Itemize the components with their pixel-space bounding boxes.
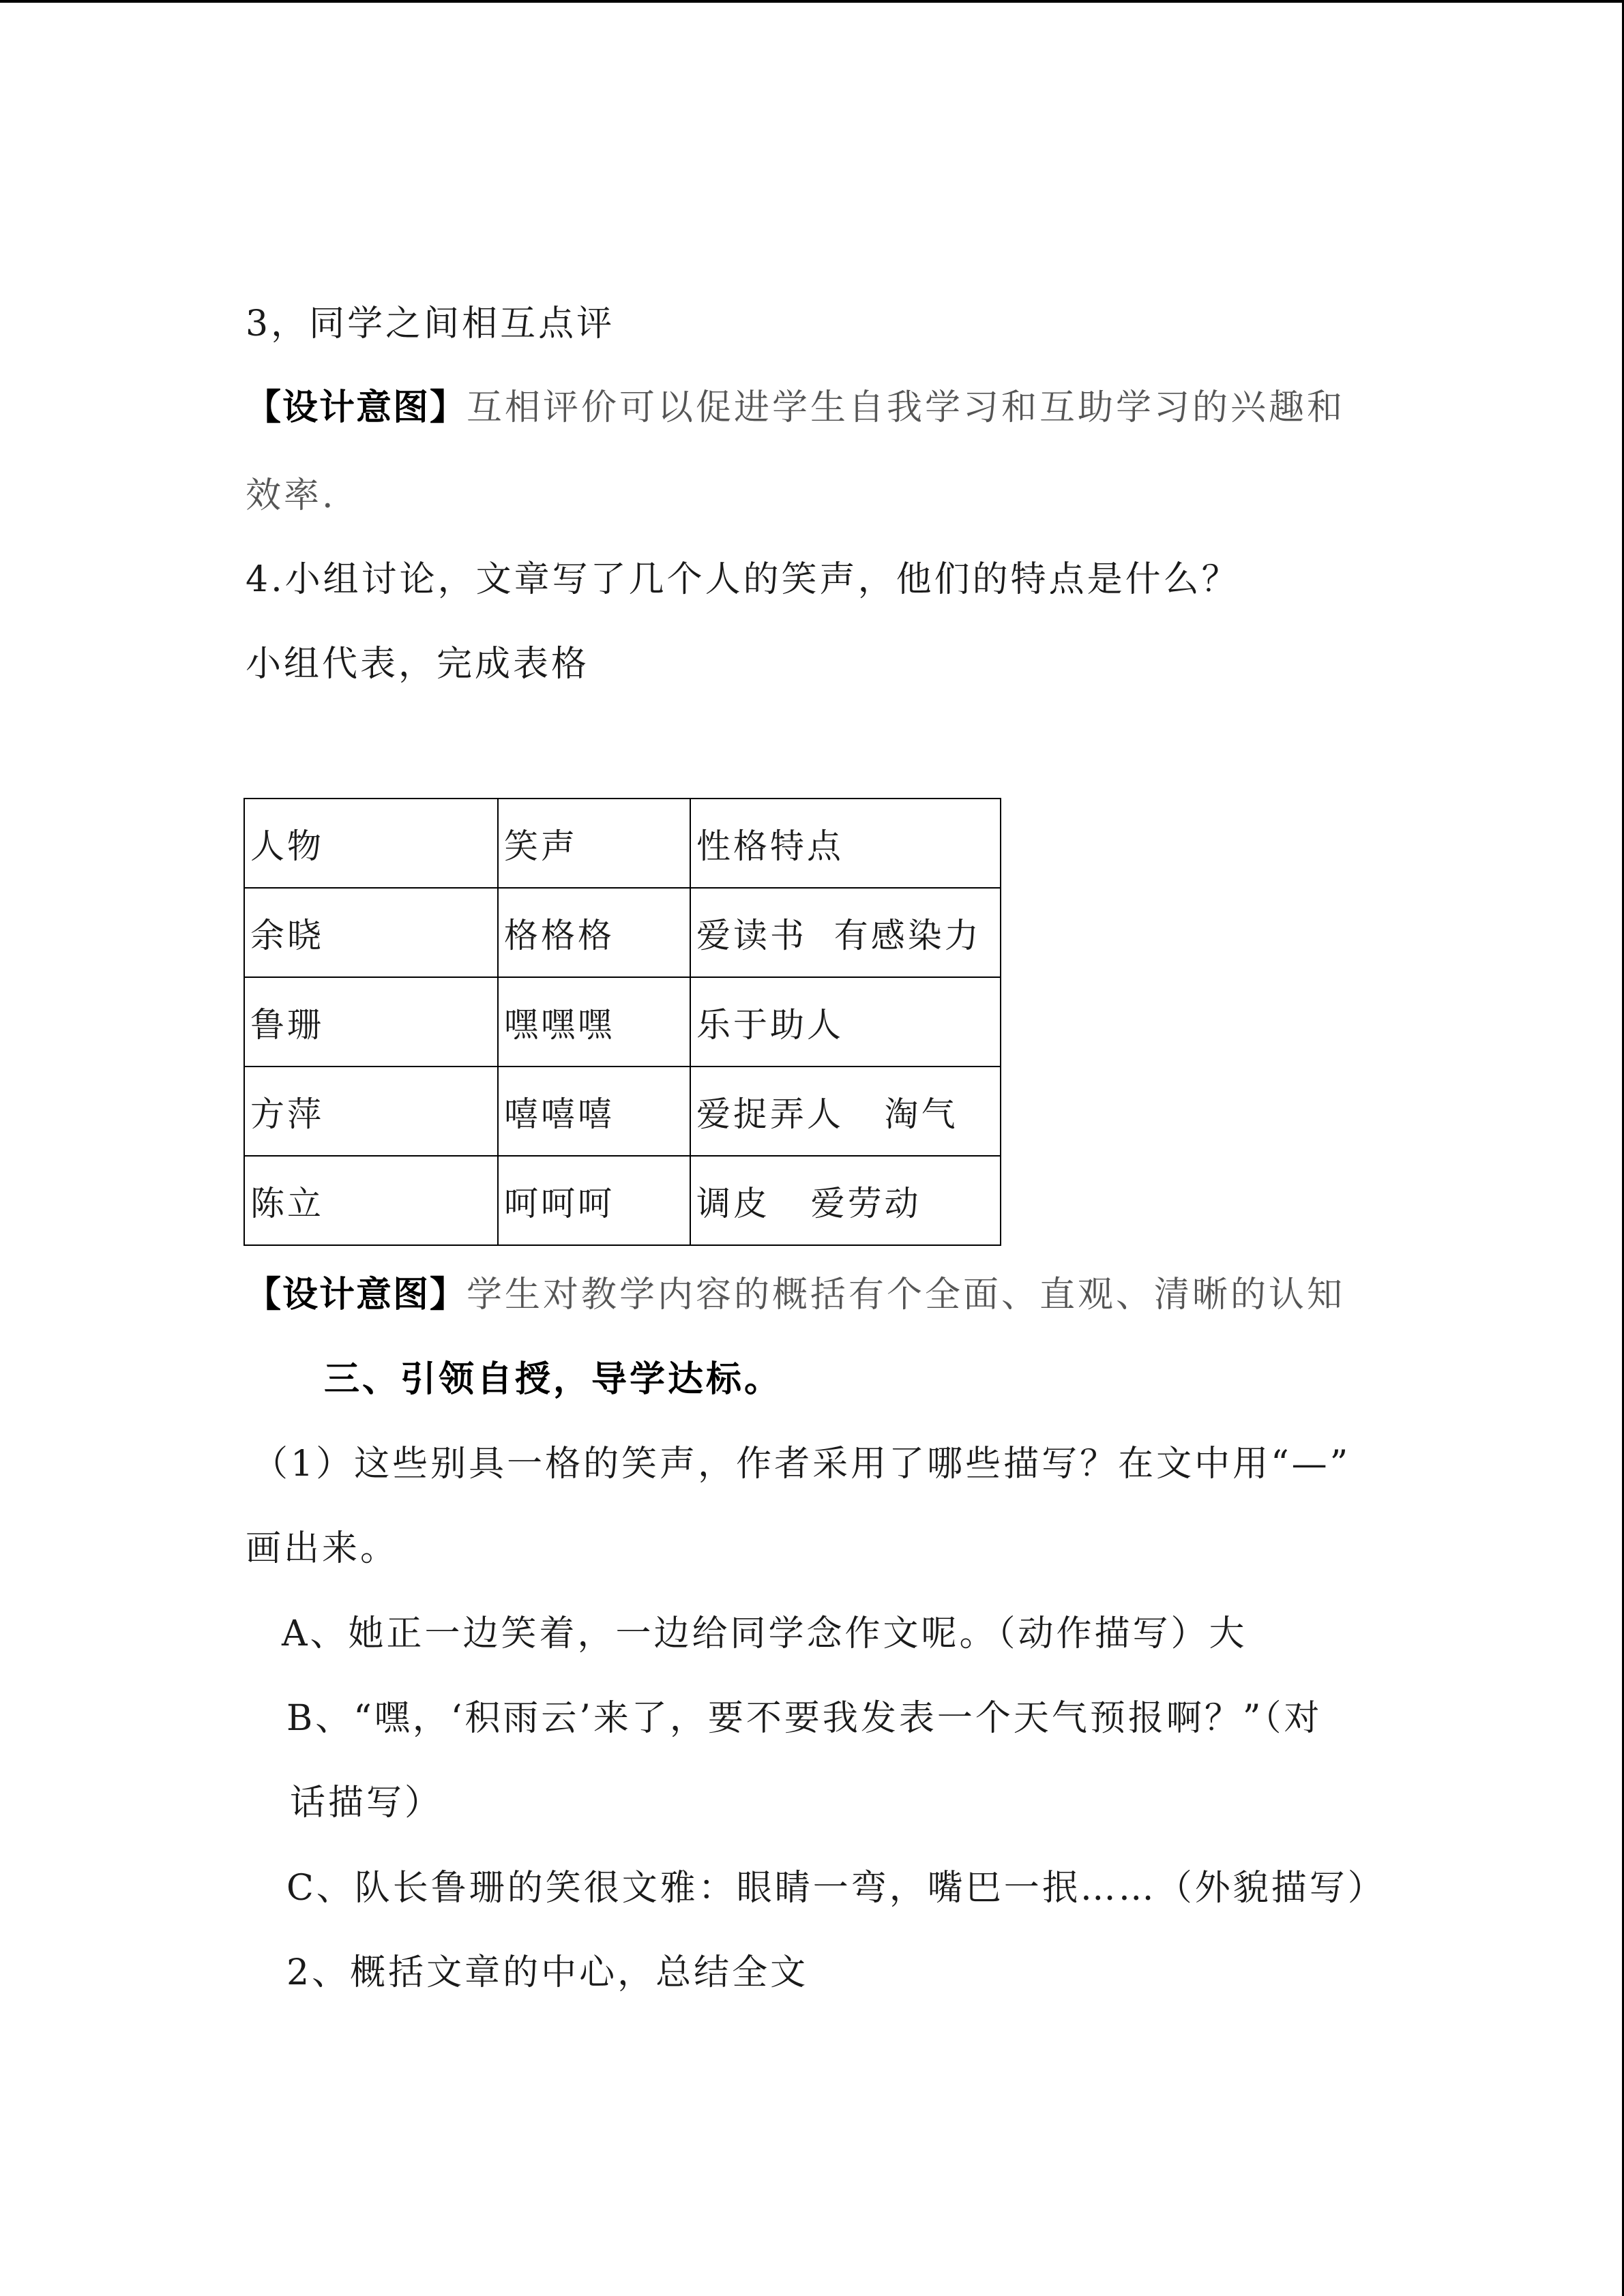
table-cell: 呵呵呵	[498, 1156, 690, 1245]
design-intent-tag: 【设计意图】	[246, 1274, 467, 1315]
table-cell: 方萍	[244, 1067, 498, 1156]
answer-b-cont: 话描写）	[290, 1783, 443, 1823]
page-top-border	[0, 0, 1624, 3]
table-row	[244, 1156, 1001, 1245]
table-cell: 嘻嘻嘻	[498, 1067, 690, 1156]
table-cell: 调皮 爱劳动	[690, 1156, 1001, 1245]
table-cell: 余晓	[244, 888, 498, 977]
paragraph-summary: 2、概括文章的中心，总结全文	[286, 1952, 809, 1993]
table-cell: 爱读书 有感染力	[690, 888, 1001, 977]
paragraph-design-intent-1	[246, 384, 1345, 432]
table-header-cell: 人物	[244, 799, 498, 888]
table-header-row	[244, 799, 1001, 888]
table-cell: 嘿嘿嘿	[498, 977, 690, 1067]
table-cell: 爱捉弄人 淘气	[690, 1067, 1001, 1156]
table-cell: 陈立	[244, 1156, 498, 1245]
table-header-cell: 性格特点	[690, 799, 1001, 888]
table-row	[244, 888, 1001, 977]
paragraph-question-1: （1）这些别具一格的笑声，作者采用了哪些描写？在文中用“—”	[252, 1444, 1351, 1485]
table-row	[244, 977, 1001, 1067]
paragraph-group-rep: 小组代表，完成表格	[246, 644, 590, 685]
answer-a: A、她正一边笑着，一边给同学念作文呢。（动作描写）大	[282, 1613, 1247, 1654]
paragraph-design-intent-2	[246, 1271, 1345, 1319]
design-intent-text: 互相评价可以促进学生自我学习和互助学习的兴趣和	[467, 387, 1346, 428]
paragraph-design-intent-1-cont: 效率.	[246, 475, 336, 516]
table-cell: 格格格	[498, 888, 690, 977]
table-cell: 乐于助人	[690, 977, 1001, 1067]
paragraph-question-1-cont: 画出来。	[246, 1528, 399, 1569]
answer-c: C、队长鲁珊的笑很文雅：眼睛一弯，嘴巴一抿……（外貌描写）	[286, 1868, 1386, 1909]
laughter-table	[243, 798, 1001, 1246]
section-heading: 三、引领自授，导学达标。	[324, 1359, 783, 1400]
design-intent-tag: 【设计意图】	[246, 387, 467, 428]
answer-b: B、“嘿，‘积雨云’来了，要不要我发表一个天气预报啊？”（对	[286, 1698, 1323, 1739]
table-cell: 鲁珊	[244, 977, 498, 1067]
paragraph-group-discussion: 4.小组讨论，文章写了几个人的笑声，他们的特点是什么？	[246, 559, 1240, 600]
paragraph-peer-review: 3，同学之间相互点评	[246, 303, 615, 344]
table-header-cell: 笑声	[498, 799, 690, 888]
table-row	[244, 1067, 1001, 1156]
design-intent-text: 学生对教学内容的概括有个全面、直观、清晰的认知	[467, 1274, 1346, 1315]
